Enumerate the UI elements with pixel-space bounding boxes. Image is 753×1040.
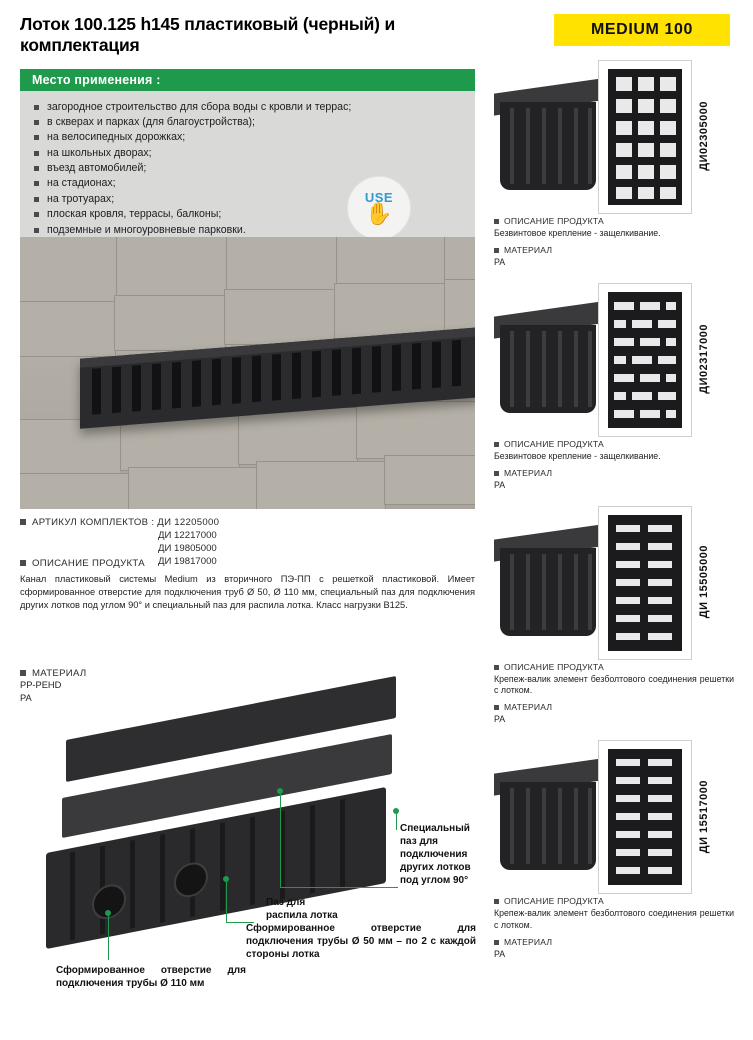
product-visual [494, 506, 734, 658]
leader-dot [393, 808, 399, 814]
product-desc-text: Безвинтовое крепление - защелкивание. [494, 228, 661, 238]
list-item: на школьных дворах; [34, 146, 465, 161]
tray-icon [494, 532, 602, 636]
application-header-label: Место применения : [32, 72, 161, 87]
article-value: ДИ 12217000 [158, 530, 217, 541]
product-material-header: МАТЕРИАЛ [494, 245, 734, 255]
article-code [692, 506, 716, 658]
bullet-square-icon [494, 899, 499, 904]
product-description [494, 896, 734, 961]
bullet-square-icon [494, 665, 499, 670]
article-code-label: ДИ 15517000 [698, 779, 710, 853]
bullet-square-icon [494, 705, 499, 710]
product-material: PA [494, 948, 506, 959]
product-visual [494, 740, 734, 892]
article-code [692, 60, 716, 212]
application-body [20, 91, 475, 248]
leader-line [280, 792, 281, 888]
article-code-label: ДИ02317000 [698, 323, 710, 394]
product-desc-header: ОПИСАНИЕ ПРОДУКТА [494, 662, 734, 672]
article-value: ДИ 19817000 [158, 556, 217, 568]
left-column [20, 14, 475, 248]
material-line: PA [20, 693, 32, 704]
leader-dot [223, 876, 229, 882]
bullet-square-icon [494, 219, 499, 224]
callout-saw-slot: Паз для распила лотка [266, 897, 338, 921]
page-title: Лоток 100.125 h145 пластиковый (черный) и комплектация [20, 14, 396, 56]
product-desc-text: Крепеж-валик элемент безболтового соединения решетки с лотком. [494, 673, 734, 696]
bullet-square-icon [20, 560, 26, 566]
tray-icon [494, 309, 602, 413]
article-code [692, 283, 716, 435]
use-badge [347, 176, 411, 240]
material-header-label: МАТЕРИАЛ [32, 668, 87, 679]
material-line: PP-PEHD [20, 680, 62, 690]
tray-icon [494, 766, 602, 870]
product-desc-header: ОПИСАНИЕ ПРОДУКТА [494, 439, 734, 449]
leader-line [396, 812, 397, 830]
list-item: в скверах и парках (для благоустройства); [34, 115, 465, 130]
description-header-row [20, 558, 475, 569]
article-code-label: ДИ 15505000 [698, 544, 710, 619]
product-card [494, 506, 734, 727]
leader-line [108, 914, 109, 960]
product-material-header: МАТЕРИАЛ [494, 937, 734, 947]
bullet-square-icon [494, 248, 499, 253]
product-description [494, 662, 734, 727]
callout-hole-50: Сформированное отверстие для подключения трубы Ø 50 мм – по 2 с каждой стороны лотка [246, 923, 476, 960]
article-code-label: ДИ02305000 [698, 101, 710, 171]
bullet-square-icon [494, 442, 499, 447]
bullet-square-icon [20, 670, 26, 676]
article-value: ДИ 12205000 [157, 517, 220, 528]
exploded-diagram [18, 700, 480, 1030]
hand-icon: ✋ [365, 201, 393, 227]
article-value: ДИ 19805000 [158, 543, 217, 555]
series-badge [554, 14, 730, 46]
article-header-label: АРТИКУЛ КОМПЛЕКТОВ : [32, 517, 155, 528]
product-material: PA [494, 479, 506, 490]
right-column [494, 14, 734, 966]
list-item: на тротуарах; [34, 192, 465, 207]
tray-icon [494, 86, 602, 190]
leader-dot [105, 910, 111, 916]
leader-dot [277, 788, 283, 794]
callout-hole-110: Сформированное отверстие для подключения трубы Ø 110 мм [56, 965, 246, 989]
product-card [494, 283, 734, 492]
leader-line [280, 887, 398, 888]
product-desc-header: ОПИСАНИЕ ПРОДУКТА [494, 216, 734, 226]
description-text: Канал пластиковый системы Medium из вторичного ПЭ-ПП с решеткой пластиковой. Имеет сформированное отверстие для подключения труб Ø 50, Ø 110 мм, специальный паз для подключения других лотков под углом 90° и специальный паз для распила лотка. Класс нагрузки B125. [20, 574, 475, 611]
grate-drawing [598, 740, 692, 894]
product-desc-text: Крепеж-валик элемент безболтового соединения решетки с лотком. [494, 908, 734, 930]
list-item: въезд автомобилей; [34, 161, 465, 176]
product-visual [494, 283, 734, 435]
use-badge-label: USE [364, 190, 394, 206]
callout-slot-90: Специальный паз для подключения других лотков под углом 90° [400, 823, 471, 886]
product-card [494, 740, 734, 961]
description-block [20, 558, 475, 613]
product-visual [494, 60, 734, 212]
application-box [20, 69, 475, 248]
bullet-square-icon [20, 519, 26, 525]
product-description [494, 216, 734, 269]
list-item: на стадионах; [34, 176, 465, 191]
bullet-square-icon [494, 471, 499, 476]
product-material-header: МАТЕРИАЛ [494, 468, 734, 478]
grate-drawing [598, 60, 692, 214]
list-item: загородное строительство для сбора воды с кровли и террас; [34, 100, 465, 115]
product-material-header: МАТЕРИАЛ [494, 702, 734, 712]
list-item: на велосипедных дорожках; [34, 130, 465, 145]
product-description [494, 439, 734, 492]
installation-photo [20, 237, 475, 509]
product-desc-header: ОПИСАНИЕ ПРОДУКТА [494, 896, 734, 906]
application-header [20, 69, 475, 91]
description-header-label: ОПИСАНИЕ ПРОДУКТА [32, 558, 145, 569]
product-material: PA [494, 714, 506, 725]
product-desc-text: Безвинтовое крепление - защелкивание. [494, 450, 661, 461]
grate-drawing [598, 506, 692, 660]
list-item: подземные и многоуровневые парковки. [34, 223, 465, 238]
article-header-row [20, 517, 475, 528]
bullet-square-icon [494, 940, 499, 945]
material-header-row [20, 668, 220, 679]
product-material: PA [494, 256, 506, 267]
grate-drawing [598, 283, 692, 437]
article-code [692, 740, 716, 892]
leader-line [226, 880, 227, 922]
list-item: плоская кровля, террасы, балконы; [34, 207, 465, 222]
product-card [494, 60, 734, 269]
series-badge-label: MEDIUM 100 [590, 21, 694, 38]
